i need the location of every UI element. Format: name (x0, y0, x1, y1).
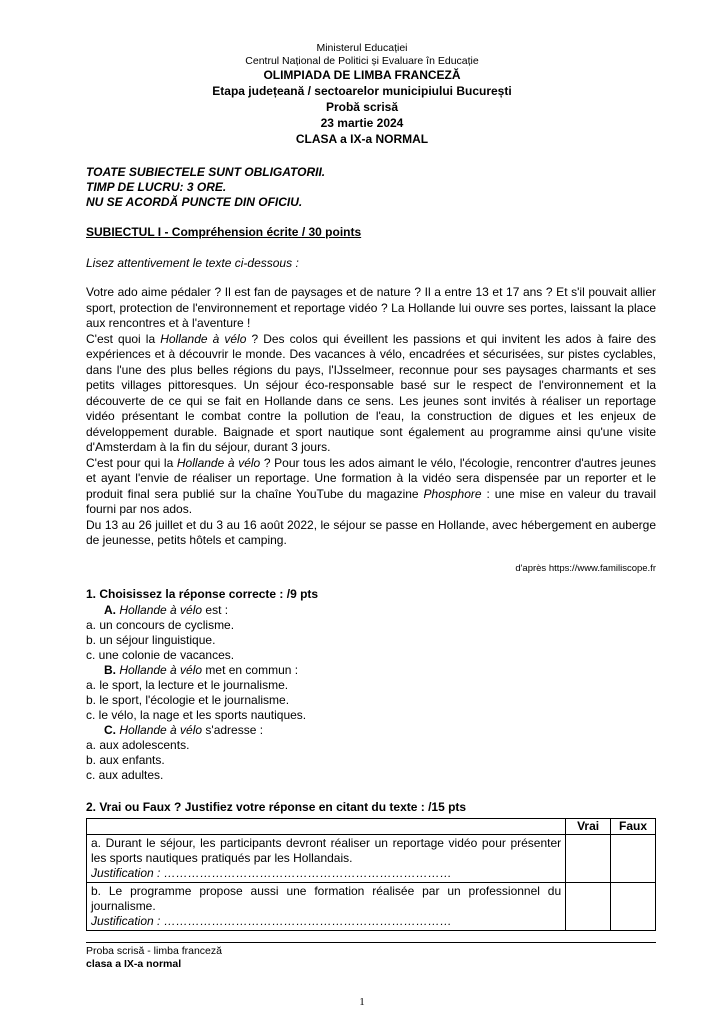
q1-title: 1. Choisissez la réponse correcte : /9 pts (86, 587, 319, 601)
table-corner-cell (87, 819, 566, 835)
q1-part-c-stem: C. Hollande à vélo s'adresse : (104, 723, 264, 737)
footer-divider (86, 942, 656, 943)
q1-b-option-a: a. le sport, la lecture et le journalisme. (86, 678, 289, 692)
q1-c-option-a: a. aux adolescents. (86, 738, 190, 752)
ministry-name: Ministerul Educației (316, 42, 408, 54)
subject-title: SUBIECTUL I - Compréhension écrite / 30 points (86, 225, 362, 239)
q1-c-option-c: c. aux adultes. (86, 768, 164, 782)
instruction-1: TOATE SUBIECTELE SUNT OBLIGATORII. (86, 165, 326, 179)
q1-c-option-b: b. aux enfants. (86, 753, 165, 767)
q1-a-option-b: b. un séjour linguistique. (86, 633, 216, 647)
q1-part-a-stem: A. Hollande à vélo est : (104, 603, 229, 617)
statement-b: b. Le programme propose aussi une formation réalisée par un professionnel du journalisme. (91, 884, 562, 913)
statement-cell-a (87, 835, 566, 883)
justification-b[interactable]: Justification : ……………………………………………………………… (91, 914, 452, 928)
footer-line-2: clasa a IX-a normal (86, 958, 182, 970)
vrai-cell-a[interactable] (566, 835, 611, 883)
olympiad-title: OLIMPIADA DE LIMBA FRANCEZĂ (263, 68, 461, 82)
page-number: 1 (359, 996, 365, 1008)
col-faux: Faux (611, 819, 656, 835)
q1-b-option-b: b. le sport, l'écologie et le journalisme. (86, 693, 290, 707)
table-row (87, 883, 656, 931)
q1-a-option-c: c. une colonie de vacances. (86, 648, 235, 662)
paragraph-2: C'est quoi la Hollande à vélo ? Des colos qui éveillent les passions et qui invitent les ados à faire des expériences et à découvrir le monde. Des vacances à vélo, encadrées et sécurisées, sur pistes cyclables, dans l'une des plus belles régions du pays, l'IJsselmeer, reconnue pour ses paysages charmants et ses petits villages pittoresques. Un séjour éco-responsable basé sur le respect de l'environnement et la découverte de ce qui se fait en Hollande dans ce sens. Les jeunes sont invités à réaliser un reportage vidéo présentant le combat contre la pollution de l'eau, la construction de digues et les enjeux de développement durable. Baignade et sport nautique sont également au programme ainsi qu'une visite d'Amsterdam à la fin du séjour, durant 3 jours. (86, 331, 656, 454)
source-note: d'après https://www.familiscope.fr (515, 563, 656, 574)
statement-cell-b (87, 883, 566, 931)
paragraph-3: C'est pour qui la Hollande à vélo ? Pour tous les ados aimant le vélo, l'écologie, rencontrer d'autres jeunes et ayant l'envie de réaliser un reportage. Une formation à la vidéo sera dispensée par un reporter et le produit final sera publié sur la chaîne YouTube du magazine Phosphore : une mise en valeur du travail fourni par nos ados. (86, 455, 657, 516)
q1-part-b-stem: B. Hollande à vélo met en commun : (104, 663, 299, 677)
faux-cell-a[interactable] (611, 835, 656, 883)
q2-title: 2. Vrai ou Faux ? Justifiez votre réponse en citant du texte : /15 pts (86, 800, 467, 814)
paragraph-4: Du 13 au 26 juillet et du 3 au 16 août 2022, le séjour se passe en Hollande, avec hébergement en auberge de jeunesse, petits hôtels et camping. (86, 517, 656, 547)
faux-cell-b[interactable] (611, 883, 656, 931)
true-false-table (86, 818, 656, 931)
col-vrai: Vrai (566, 819, 611, 835)
exam-type: Probă scrisă (325, 100, 399, 114)
q1-b-option-c: c. le vélo, la nage et les sports nautiques. (86, 708, 307, 722)
table-row (87, 835, 656, 883)
stage-title: Etapa județeană / sectoarelor municipiului București (212, 84, 512, 98)
instruction-2: TIMP DE LUCRU: 3 ORE. (86, 180, 227, 194)
paragraph-1: Votre ado aime pédaler ? Il est fan de paysages et de nature ? Il a entre 13 et 17 ans ? Et s'il pouvait allier sport, protection de l'environnement et reportage vidéo ? La Hollande lui ouvre ses portes, laissant la place aux rencontres et à l'aventure ! (86, 285, 656, 330)
justification-a[interactable]: Justification : ……………………………………………………………… (91, 866, 452, 880)
instruction-3: NU SE ACORDĂ PUNCTE DIN OFICIU. (86, 195, 303, 209)
q1-a-option-a: a. un concours de cyclisme. (86, 618, 235, 632)
exam-date: 23 martie 2024 (320, 116, 404, 130)
table-header-row (87, 819, 656, 835)
footer-line-1: Proba scrisă - limba franceză (86, 945, 222, 957)
vrai-cell-b[interactable] (566, 883, 611, 931)
statement-a: a. Durant le séjour, les participants devront réaliser un reportage vidéo pour présenter les sports nautiques pratiqués par les Hollandais. (91, 836, 562, 865)
center-name: Centrul Național de Politici și Evaluare în Educație (245, 55, 479, 67)
subject-intro: Lisez attentivement le texte ci-dessous : (86, 256, 299, 270)
reading-text (86, 285, 656, 549)
class-title: CLASA a IX-a NORMAL (295, 132, 429, 146)
